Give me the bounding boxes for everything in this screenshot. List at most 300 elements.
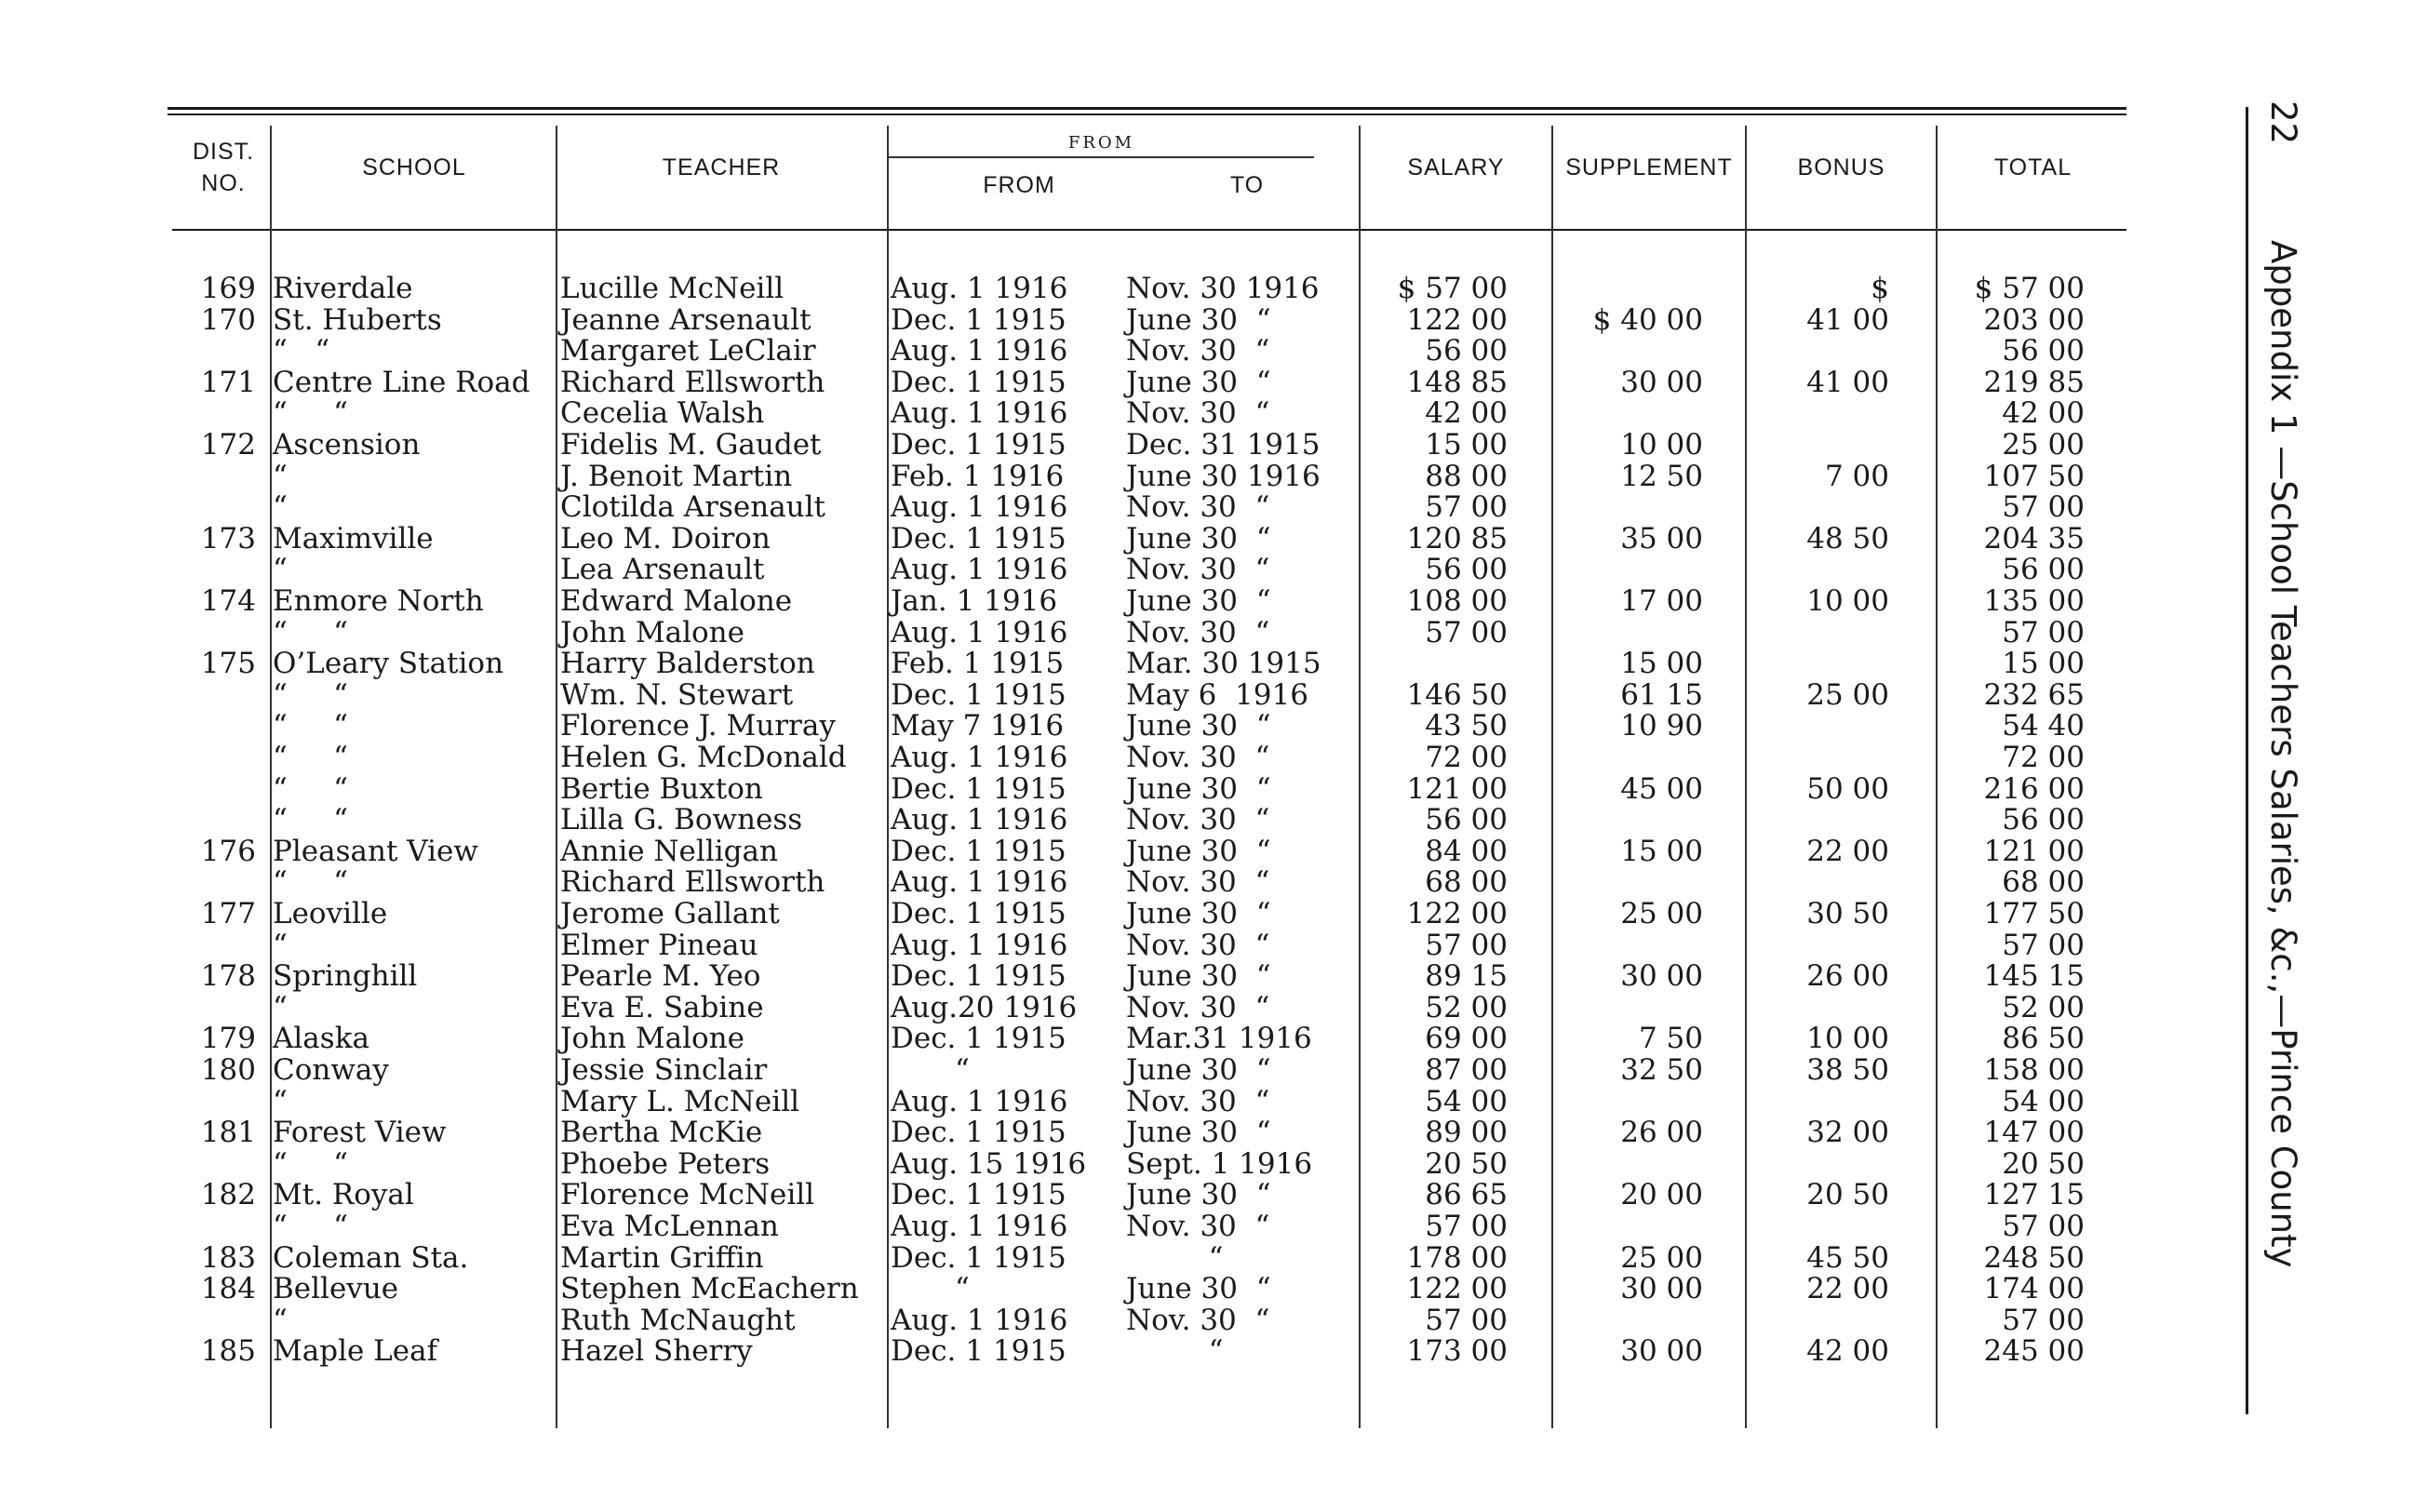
total-cell: 56 00 <box>2002 553 2085 587</box>
from-date-cell: Aug. 1 1916 <box>891 1210 1068 1243</box>
total-cell: 203 00 <box>1983 302 2085 337</box>
supplement-cell: 15 00 <box>1620 834 1703 868</box>
teacher-cell: Richard Ellsworth <box>560 365 825 399</box>
table-row <box>0 461 2140 492</box>
school-cell: “ <box>273 459 288 493</box>
from-date-cell: Dec. 1 1915 <box>891 1022 1066 1056</box>
teacher-cell: John Malone <box>560 1022 744 1056</box>
to-date-cell: June 30 1916 <box>1126 459 1321 493</box>
dist-cell: 177 <box>200 897 256 930</box>
table-row <box>0 335 2140 367</box>
table-row <box>0 836 2140 867</box>
total-cell: 25 00 <box>2002 428 2085 462</box>
from-date-cell: Dec. 1 1915 <box>891 1240 1066 1275</box>
to-date-cell: Nov. 30 1916 <box>1126 272 1320 305</box>
school-cell: “ <box>273 1084 288 1118</box>
bonus-cell: 10 00 <box>1806 584 1889 618</box>
from-group-rule <box>889 156 1314 158</box>
from-date-cell: Aug. 15 1916 <box>891 1146 1087 1181</box>
to-date-cell: Nov. 30 “ <box>1126 990 1270 1024</box>
table-row <box>0 742 2140 773</box>
to-date-cell: June 30 “ <box>1126 1272 1271 1306</box>
table-row <box>0 273 2140 304</box>
to-date-cell: Nov. 30 “ <box>1126 865 1270 900</box>
header-supplement: SUPPLEMENT <box>1565 154 1733 181</box>
total-cell: 107 50 <box>1983 459 2085 493</box>
salary-cell: 121 00 <box>1406 771 1508 806</box>
bonus-cell: 41 00 <box>1806 302 1889 337</box>
from-date-cell: Dec. 1 1915 <box>891 365 1066 399</box>
from-date-cell: Dec. 1 1915 <box>891 1116 1066 1150</box>
to-date-cell: June 30 “ <box>1126 1116 1271 1150</box>
table-row <box>0 648 2140 679</box>
to-date-cell: Nov. 30 “ <box>1126 1084 1270 1118</box>
salary-cell: 69 00 <box>1425 1022 1508 1056</box>
salary-cell: 57 00 <box>1425 1303 1508 1337</box>
dist-cell: 178 <box>200 959 256 994</box>
school-cell: Riverdale <box>273 272 413 305</box>
to-date-cell: June 30 “ <box>1126 1178 1271 1212</box>
to-date-cell: Nov. 30 “ <box>1126 490 1270 525</box>
teacher-cell: Eva E. Sabine <box>560 990 764 1024</box>
school-cell: Bellevue <box>273 1272 399 1306</box>
teacher-cell: Jeanne Arsenault <box>560 302 812 337</box>
total-cell: 72 00 <box>2002 741 2085 774</box>
teacher-cell: Fidelis M. Gaudet <box>560 428 822 462</box>
teacher-cell: Martin Griffin <box>560 1240 764 1275</box>
total-cell: 54 40 <box>2002 709 2085 743</box>
bonus-cell: 32 00 <box>1806 1116 1889 1150</box>
teacher-cell: Mary L. McNeill <box>560 1084 800 1118</box>
from-date-cell: Aug. 1 1916 <box>891 803 1068 837</box>
total-cell: 56 00 <box>2002 334 2085 368</box>
teacher-cell: John Malone <box>560 615 744 649</box>
to-date-cell: Nov. 30 “ <box>1126 553 1270 587</box>
from-date-cell: Dec. 1 1915 <box>891 428 1066 462</box>
school-cell: “ “ <box>273 334 330 368</box>
from-date-cell: Dec. 1 1915 <box>891 1334 1066 1369</box>
from-date-cell: Dec. 1 1915 <box>891 834 1066 868</box>
total-cell: 86 50 <box>2002 1022 2085 1056</box>
to-date-cell: “ <box>1126 1334 1224 1369</box>
school-cell: “ <box>273 490 288 525</box>
salary-cell: 52 00 <box>1425 990 1508 1024</box>
from-date-cell: Dec. 1 1915 <box>891 897 1066 930</box>
from-date-cell: Aug. 1 1916 <box>891 553 1068 587</box>
supplement-cell: 7 50 <box>1638 1022 1703 1056</box>
total-cell: 57 00 <box>2002 490 2085 525</box>
bonus-cell: 25 00 <box>1806 677 1889 712</box>
school-cell: “ “ <box>273 709 348 743</box>
school-cell: Forest View <box>273 1116 447 1150</box>
total-cell: 216 00 <box>1983 771 2085 806</box>
teacher-cell: Elmer Pineau <box>560 928 758 962</box>
to-date-cell: Nov. 30 “ <box>1126 396 1270 431</box>
total-cell: 52 00 <box>2002 990 2085 1024</box>
header-bottom-rule <box>172 229 2126 231</box>
from-date-cell: Dec. 1 1915 <box>891 1178 1066 1212</box>
bonus-cell: 26 00 <box>1806 959 1889 994</box>
dist-cell: 179 <box>200 1022 256 1056</box>
header-dist-line1: DIST. <box>192 139 255 165</box>
table-row <box>0 710 2140 742</box>
salary-cell: 122 00 <box>1406 1272 1508 1306</box>
from-date-cell: Aug. 1 1916 <box>891 490 1068 525</box>
salary-cell: 146 50 <box>1406 677 1508 712</box>
salary-cell: 122 00 <box>1406 302 1508 337</box>
salary-cell: 88 00 <box>1425 459 1508 493</box>
total-cell: 68 00 <box>2002 865 2085 900</box>
school-cell: Maximville <box>273 521 434 555</box>
header-to: TO <box>1229 172 1265 198</box>
school-cell: “ “ <box>273 396 348 431</box>
to-date-cell: Nov. 30 “ <box>1126 1303 1270 1337</box>
bonus-cell: 30 50 <box>1806 897 1889 930</box>
salary-cell: 57 00 <box>1425 490 1508 525</box>
total-cell: 56 00 <box>2002 803 2085 837</box>
table-row <box>0 523 2140 555</box>
to-date-cell: Nov. 30 “ <box>1126 334 1270 368</box>
school-cell: Ascension <box>273 428 421 462</box>
total-cell: 57 00 <box>2002 928 2085 962</box>
table-row <box>0 304 2140 336</box>
from-date-cell: Dec. 1 1915 <box>891 771 1066 806</box>
total-cell: $ 57 00 <box>1974 272 2085 305</box>
total-cell: 158 00 <box>1983 1053 2085 1087</box>
from-date-cell: Aug. 1 1916 <box>891 615 1068 649</box>
teacher-cell: Wm. N. Stewart <box>560 677 794 712</box>
to-date-cell: Sept. 1 1916 <box>1126 1146 1313 1181</box>
salary-cell: 20 50 <box>1425 1146 1508 1181</box>
school-cell: “ <box>273 1303 288 1337</box>
table-row <box>0 992 2140 1024</box>
total-cell: 248 50 <box>1983 1240 2085 1275</box>
to-date-cell: June 30 “ <box>1126 959 1271 994</box>
salary-cell: 56 00 <box>1425 334 1508 368</box>
bonus-cell: 22 00 <box>1806 1272 1889 1306</box>
school-cell: Pleasant View <box>273 834 478 868</box>
total-cell: 42 00 <box>2002 396 2085 431</box>
dist-cell: 180 <box>200 1053 256 1087</box>
total-cell: 232 65 <box>1983 677 2085 712</box>
teacher-cell: J. Benoit Martin <box>560 459 793 493</box>
school-cell: O’Leary Station <box>273 647 504 681</box>
total-cell: 177 50 <box>1983 897 2085 930</box>
salary-cell: 68 00 <box>1425 865 1508 900</box>
salary-cell: 87 00 <box>1425 1053 1508 1087</box>
dist-cell: 173 <box>200 521 256 555</box>
from-date-cell: Dec. 1 1915 <box>891 677 1066 712</box>
header-from: FROM <box>983 172 1055 198</box>
school-cell: “ “ <box>273 615 348 649</box>
school-cell: “ <box>273 553 288 587</box>
dist-cell: 174 <box>200 584 256 618</box>
teacher-cell: Leo M. Doiron <box>560 521 771 555</box>
header-dist <box>177 136 270 199</box>
table-row <box>0 679 2140 711</box>
from-date-cell: Aug. 1 1916 <box>891 741 1068 774</box>
from-date-cell: Aug. 1 1916 <box>891 1084 1068 1118</box>
bonus-cell: $ <box>1871 272 1889 305</box>
to-date-cell: June 30 “ <box>1126 365 1271 399</box>
total-cell: 57 00 <box>2002 1210 2085 1243</box>
to-date-cell: Mar. 30 1915 <box>1126 647 1321 681</box>
header-salary: SALARY <box>1407 154 1505 181</box>
bonus-cell: 38 50 <box>1806 1053 1889 1087</box>
table-row <box>0 898 2140 930</box>
total-cell: 219 85 <box>1983 365 2085 399</box>
bonus-cell: 48 50 <box>1806 521 1889 555</box>
to-date-cell: June 30 “ <box>1126 897 1271 930</box>
salary-cell: 89 15 <box>1425 959 1508 994</box>
school-cell: Springhill <box>273 959 418 994</box>
from-date-cell: “ <box>891 1272 970 1306</box>
table-row <box>0 960 2140 992</box>
dist-cell: 185 <box>200 1334 256 1369</box>
total-cell: 20 50 <box>2002 1146 2085 1181</box>
bonus-cell: 10 00 <box>1806 1022 1889 1056</box>
teacher-cell: Jerome Gallant <box>560 897 780 930</box>
dist-cell: 176 <box>200 834 256 868</box>
header-from-group: FROM <box>1067 133 1135 153</box>
supplement-cell: 17 00 <box>1620 584 1703 618</box>
school-cell: St. Huberts <box>273 302 442 337</box>
from-date-cell: Aug. 1 1916 <box>891 928 1068 962</box>
school-cell: Conway <box>273 1053 389 1087</box>
teacher-cell: Clotilda Arsenault <box>560 490 826 525</box>
school-cell: “ “ <box>273 741 348 774</box>
teacher-cell: Helen G. McDonald <box>560 741 847 774</box>
from-date-cell: May 7 1916 <box>891 709 1065 743</box>
to-date-cell: May 6 1916 <box>1126 677 1308 712</box>
table-row <box>0 866 2140 898</box>
from-date-cell: Dec. 1 1915 <box>891 302 1066 337</box>
to-date-cell: Nov. 30 “ <box>1126 928 1270 962</box>
school-cell: Alaska <box>273 1022 369 1056</box>
from-date-cell: Aug. 1 1916 <box>891 1303 1068 1337</box>
from-date-cell: Aug.20 1916 <box>891 990 1078 1024</box>
teacher-cell: Lucille McNeill <box>560 272 785 305</box>
supplement-cell: 32 50 <box>1620 1053 1703 1087</box>
total-cell: 147 00 <box>1983 1116 2085 1150</box>
teacher-cell: Hazel Sherry <box>560 1334 753 1369</box>
teacher-cell: Richard Ellsworth <box>560 865 825 900</box>
teacher-cell: Harry Balderston <box>560 647 815 681</box>
supplement-cell: 61 15 <box>1620 677 1703 712</box>
total-cell: 127 15 <box>1983 1178 2085 1212</box>
school-cell: “ “ <box>273 803 348 837</box>
supplement-cell: 10 90 <box>1620 709 1703 743</box>
teacher-cell: Bertha McKie <box>560 1116 763 1150</box>
salary-cell: 56 00 <box>1425 803 1508 837</box>
salary-cell: 178 00 <box>1406 1240 1508 1275</box>
table-row <box>0 1211 2140 1242</box>
supplement-cell: 30 00 <box>1620 1334 1703 1369</box>
teacher-cell: Bertie Buxton <box>560 771 763 806</box>
supplement-cell: 10 00 <box>1620 428 1703 462</box>
school-cell: “ “ <box>273 865 348 900</box>
to-date-cell: June 30 “ <box>1126 302 1271 337</box>
to-date-cell: “ <box>1126 1240 1224 1275</box>
supplement-cell: 35 00 <box>1620 521 1703 555</box>
salary-cell: 148 85 <box>1406 365 1508 399</box>
salary-cell: 89 00 <box>1425 1116 1508 1150</box>
side-rule <box>2246 107 2248 1414</box>
salary-cell: 122 00 <box>1406 897 1508 930</box>
total-cell: 57 00 <box>2002 615 2085 649</box>
school-cell: “ “ <box>273 771 348 806</box>
supplement-cell: 12 50 <box>1620 459 1703 493</box>
from-date-cell: Dec. 1 1915 <box>891 521 1066 555</box>
from-date-cell: Dec. 1 1915 <box>891 959 1066 994</box>
bonus-cell: 42 00 <box>1806 1334 1889 1369</box>
table-row <box>0 397 2140 429</box>
top-rule-inner <box>168 114 2126 115</box>
school-cell: Leoville <box>273 897 388 930</box>
to-date-cell: June 30 “ <box>1126 584 1271 618</box>
supplement-cell: 25 00 <box>1620 897 1703 930</box>
teacher-cell: Ruth McNaught <box>560 1303 796 1337</box>
header-total: TOTAL <box>1993 154 2073 181</box>
from-date-cell: Aug. 1 1916 <box>891 865 1068 900</box>
total-cell: 121 00 <box>1983 834 2085 868</box>
side-running-title <box>2250 100 2315 1403</box>
dist-cell: 181 <box>200 1116 256 1150</box>
salary-cell: 173 00 <box>1406 1334 1508 1369</box>
supplement-cell: 25 00 <box>1620 1240 1703 1275</box>
salary-cell: 57 00 <box>1425 1210 1508 1243</box>
table-row <box>0 367 2140 398</box>
salary-cell: 56 00 <box>1425 553 1508 587</box>
to-date-cell: June 30 “ <box>1126 771 1271 806</box>
teacher-cell: Florence J. Murray <box>560 709 836 743</box>
dist-cell: 171 <box>200 365 256 399</box>
header-school: SCHOOL <box>362 154 466 181</box>
salary-cell: $ 57 00 <box>1397 272 1508 305</box>
teacher-cell: Pearle M. Yeo <box>560 959 761 994</box>
total-cell: 174 00 <box>1983 1272 2085 1306</box>
total-cell: 204 35 <box>1983 521 2085 555</box>
table-row <box>0 1305 2140 1336</box>
supplement-cell: 30 00 <box>1620 365 1703 399</box>
to-date-cell: Nov. 30 “ <box>1126 741 1270 774</box>
total-cell: 15 00 <box>2002 647 2085 681</box>
to-date-cell: June 30 “ <box>1126 834 1271 868</box>
teacher-cell: Margaret LeClair <box>560 334 816 368</box>
bonus-cell: 41 00 <box>1806 365 1889 399</box>
teacher-cell: Phoebe Peters <box>560 1146 771 1181</box>
school-cell: “ “ <box>273 677 348 712</box>
salary-cell: 43 50 <box>1425 709 1508 743</box>
dist-cell: 184 <box>200 1272 256 1306</box>
school-cell: Centre Line Road <box>273 365 530 399</box>
supplement-cell: $ 40 00 <box>1592 302 1703 337</box>
to-date-cell: Nov. 30 “ <box>1126 1210 1270 1243</box>
dist-cell: 169 <box>200 272 256 305</box>
header-bonus: BONUS <box>1797 154 1885 181</box>
bonus-cell: 7 00 <box>1824 459 1889 493</box>
supplement-cell: 20 00 <box>1620 1178 1703 1212</box>
from-date-cell: Feb. 1 1915 <box>891 647 1065 681</box>
table-row <box>0 1273 2140 1305</box>
table-row <box>0 804 2140 836</box>
teacher-cell: Florence McNeill <box>560 1178 815 1212</box>
to-date-cell: Mar.31 1916 <box>1126 1022 1312 1056</box>
teacher-cell: Jessie Sinclair <box>560 1053 768 1087</box>
teacher-cell: Eva McLennan <box>560 1210 779 1243</box>
teacher-cell: Edward Malone <box>560 584 793 618</box>
school-cell: Maple Leaf <box>273 1334 438 1369</box>
bonus-cell: 20 50 <box>1806 1178 1889 1212</box>
to-date-cell: Nov. 30 “ <box>1126 615 1270 649</box>
table-row <box>0 429 2140 461</box>
to-date-cell: June 30 “ <box>1126 521 1271 555</box>
page-number: 22 <box>2263 100 2303 145</box>
table-row <box>0 1054 2140 1086</box>
header-dist-line2: NO. <box>201 170 246 196</box>
salary-cell: 120 85 <box>1406 521 1508 555</box>
school-cell: “ <box>273 990 288 1024</box>
to-date-cell: June 30 “ <box>1126 709 1271 743</box>
table-row <box>0 1242 2140 1274</box>
table-row <box>0 491 2140 523</box>
supplement-cell: 45 00 <box>1620 771 1703 806</box>
table-row <box>0 554 2140 585</box>
dist-cell: 183 <box>200 1240 256 1275</box>
school-cell: “ “ <box>273 1210 348 1243</box>
table-row <box>0 1023 2140 1054</box>
dist-cell: 182 <box>200 1178 256 1212</box>
salary-cell: 57 00 <box>1425 615 1508 649</box>
salary-cell: 86 65 <box>1425 1178 1508 1212</box>
school-cell: Coleman Sta. <box>273 1240 469 1275</box>
table-row <box>0 617 2140 649</box>
from-date-cell: Aug. 1 1916 <box>891 334 1068 368</box>
table-row <box>0 1117 2140 1148</box>
school-cell: Mt. Royal <box>273 1178 414 1212</box>
supplement-cell: 30 00 <box>1620 959 1703 994</box>
salary-cell: 54 00 <box>1425 1084 1508 1118</box>
dist-cell: 170 <box>200 302 256 337</box>
salary-cell: 108 00 <box>1406 584 1508 618</box>
bonus-cell: 45 50 <box>1806 1240 1889 1275</box>
salary-cell: 72 00 <box>1425 741 1508 774</box>
total-cell: 245 00 <box>1983 1334 2085 1369</box>
table-row <box>0 930 2140 961</box>
teacher-cell: Annie Nelligan <box>560 834 778 868</box>
table-row <box>0 773 2140 805</box>
from-date-cell: “ <box>891 1053 970 1087</box>
dist-cell: 172 <box>200 428 256 462</box>
from-date-cell: Aug. 1 1916 <box>891 396 1068 431</box>
dist-cell: 175 <box>200 647 256 681</box>
bonus-cell: 50 00 <box>1806 771 1889 806</box>
header-teacher: TEACHER <box>662 154 781 181</box>
total-cell: 54 00 <box>2002 1084 2085 1118</box>
supplement-cell: 30 00 <box>1620 1272 1703 1306</box>
salary-cell: 84 00 <box>1425 834 1508 868</box>
to-date-cell: June 30 “ <box>1126 1053 1271 1087</box>
from-date-cell: Feb. 1 1916 <box>891 459 1065 493</box>
salary-cell: 42 00 <box>1425 396 1508 431</box>
supplement-cell: 15 00 <box>1620 647 1703 681</box>
salary-cell: 57 00 <box>1425 928 1508 962</box>
table-row <box>0 585 2140 617</box>
school-cell: “ <box>273 928 288 962</box>
teacher-cell: Lilla G. Bowness <box>560 803 803 837</box>
school-cell: Enmore North <box>273 584 484 618</box>
table-row <box>0 1086 2140 1117</box>
